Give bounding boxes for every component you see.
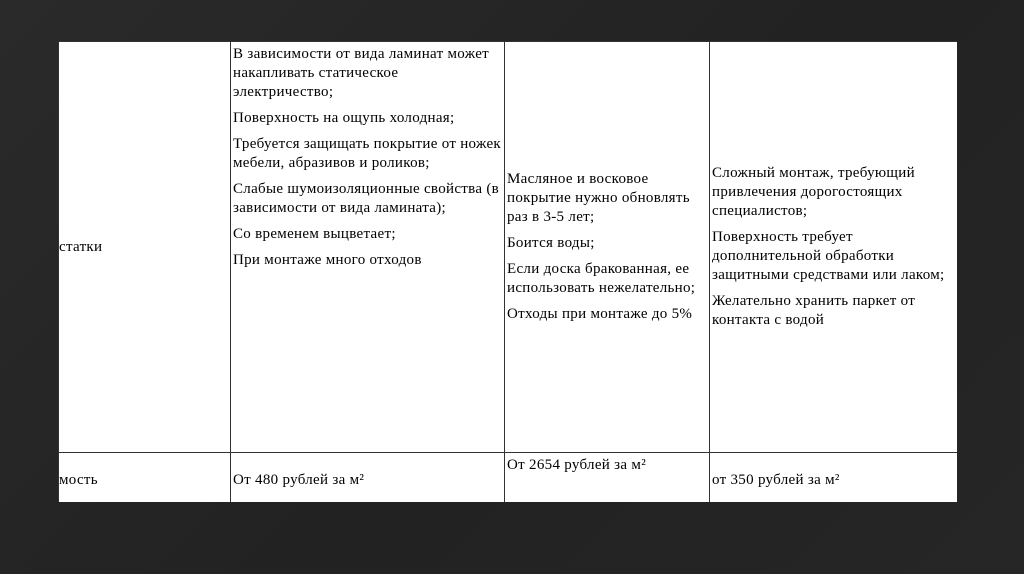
laminate-disadvantages-cell (231, 42, 505, 453)
laminate-disadvantage-item: При монтаже много отходов (233, 252, 422, 268)
laminate-disadvantage-item: Со временем выцветает; (233, 226, 396, 242)
parquet-disadvantage-item: Сложный монтаж, требующий привлечения дорогостоящих специалистов; (712, 165, 915, 219)
laminate-disadvantage-item: Требуется защищать покрытие от ножек мебели, абразивов и роликов; (233, 136, 501, 171)
row-label-disadvantages: статки (59, 42, 231, 453)
table-row-cost (59, 453, 958, 503)
row-label-cost: мость (59, 453, 231, 503)
massive-disadvantages-cell (505, 42, 710, 453)
comparison-table (58, 41, 957, 502)
massive-disadvantage-item: Если доска бракованная, ее использовать нежелательно; (507, 261, 696, 296)
massive-disadvantage-item: Масляное и восковое покрытие нужно обновлять раз в 3-5 лет; (507, 171, 690, 225)
massive-price-cell: От 2654 рублей за м² (505, 453, 710, 503)
laminate-disadvantage-item: Слабые шумоизоляционные свойства (в зависимости от вида ламината); (233, 181, 500, 216)
parquet-disadvantages-cell (710, 42, 958, 453)
laminate-price-cell: От 480 рублей за м² (231, 453, 505, 503)
parquet-disadvantage-item: Поверхность требует дополнительной обработки защитными средствами или лаком; (712, 229, 945, 283)
laminate-disadvantage-item: В зависимости от вида ламинат может накапливать статическое электричество; (233, 46, 490, 100)
table-row-disadvantages (59, 42, 958, 453)
massive-disadvantage-item: Отходы при монтаже до 5% (507, 306, 693, 322)
laminate-disadvantage-item: Поверхность на ощупь холодная; (233, 110, 455, 126)
parquet-price-cell: от 350 рублей за м² (710, 453, 958, 503)
massive-disadvantage-item: Боится воды; (507, 235, 595, 251)
parquet-disadvantage-item: Желательно хранить паркет от контакта с водой (712, 293, 916, 328)
